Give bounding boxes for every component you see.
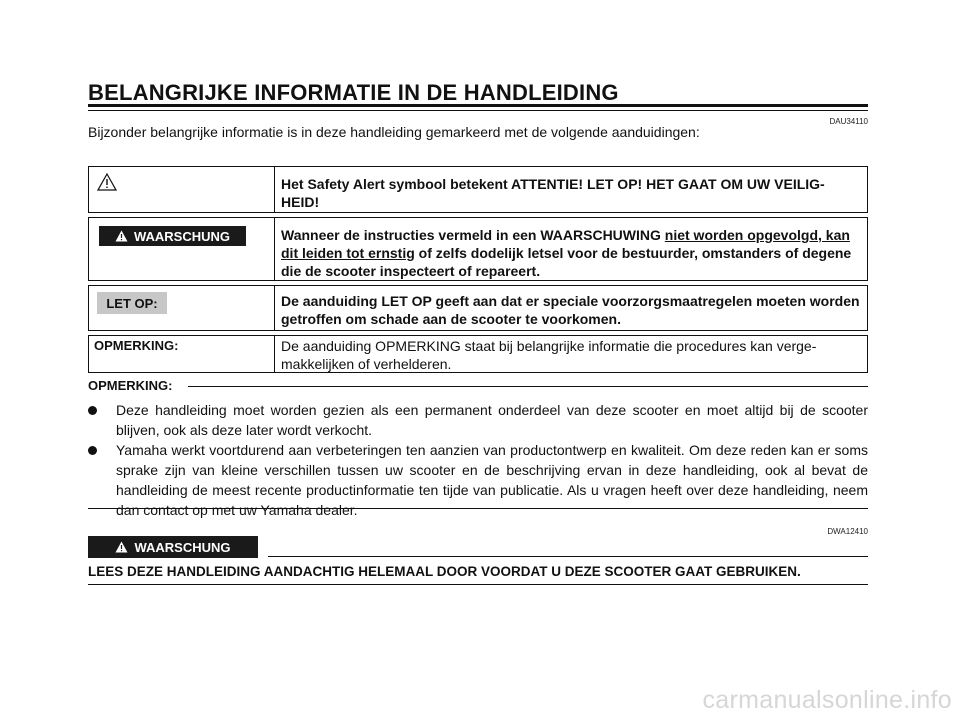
warning-text-underlined: niet worden opgevolgd, kan dit leiden tot ernstig [281,227,850,261]
warning-text [281,226,861,280]
note-badge-cell [89,286,275,330]
warning-row [88,217,868,281]
safety-alert-symbol-cell [89,167,275,212]
remark-label: OPMERKING: [94,338,179,353]
note-text: De aanduiding LET OP geeft aan dat er speciale voorzorgsmaatregelen moeten worden getroffen om schade aan de scooter te voorkomen. [281,293,860,327]
remark-row [88,335,868,373]
final-warning-text: LEES DEZE HANDLEIDING AANDACHTIG HELEMAAL DOOR VOORDAT U DEZE SCOOTER GAAT GEBRUIKEN. [88,564,801,579]
section-code: DAU34110 [829,117,868,126]
remark-label-cell [89,336,275,372]
remark-text: De aanduiding OPMERKING staat bij belangrijke informatie die procedures kan verge-makkelijken of verhelderen. [281,338,817,372]
intro-text: Bijzonder belangrijke informatie is in deze handleiding gemarkeerd met de volgende aanduidingen: [88,124,700,140]
watermark-text: carmanualsonline.info [702,686,952,714]
final-warning-badge-label: WAARSCHUNG [134,539,231,555]
warning-text-part1: Wanneer de instructies vermeld in een WAARSCHUWING [281,227,665,243]
warning-badge-label: WAARSCHUNG [133,228,231,244]
final-warning-badge [88,536,258,558]
opmerking-end-rule [88,508,868,509]
opmerking-heading: OPMERKING: [88,378,173,393]
warning-text-part2: of zelfs dodelijk letsel voor de bestuurder, omstanders of degene die de scooter inspecteert of repareert. [281,245,852,279]
warning-triangle-icon [115,230,128,242]
warning-triangle-icon [97,173,117,191]
note-badge: LET OP: [97,292,167,314]
opmerking-rule [188,386,868,387]
warning-code: DWA12410 [827,527,868,536]
final-warning-rule [268,556,868,557]
warning-triangle-icon [115,541,128,553]
opmerking-list [88,400,868,520]
warning-badge [99,226,246,246]
bullet-dot [88,406,97,415]
page-title: BELANGRIJKE INFORMATIE IN DE HANDLEIDING [88,80,619,105]
list-item-text: Yamaha werkt voortdurend aan verbeteringen ten aanzien van productontwerp en kwaliteit. Om deze reden kan er soms sprake zijn van kleine verschillen tussen uw scooter en de beschrijving ervan in deze handleiding, ook al bevat de handleiding de meest recente productinformatie ten tijde van publicatie. Als u vragen heeft over deze handleiding, neem dan contact op met uw Yamaha dealer. [116,442,868,518]
warning-badge-cell [89,218,275,280]
bullet-dot [88,446,97,455]
safety-alert-text: Het Safety Alert symbool betekent ATTENTIE! LET OP! HET GAAT OM UW VEILIG-HEID! [281,176,825,210]
title-rule [88,104,868,111]
list-item [88,400,868,440]
safety-alert-row [88,166,868,213]
note-row [88,285,868,331]
final-warning-end-rule [88,584,868,585]
list-item-text: Deze handleiding moet worden gezien als een permanent onderdeel van deze scooter en moet altijd bij de scooter blijven, ook als deze later wordt verkocht. [116,402,868,438]
